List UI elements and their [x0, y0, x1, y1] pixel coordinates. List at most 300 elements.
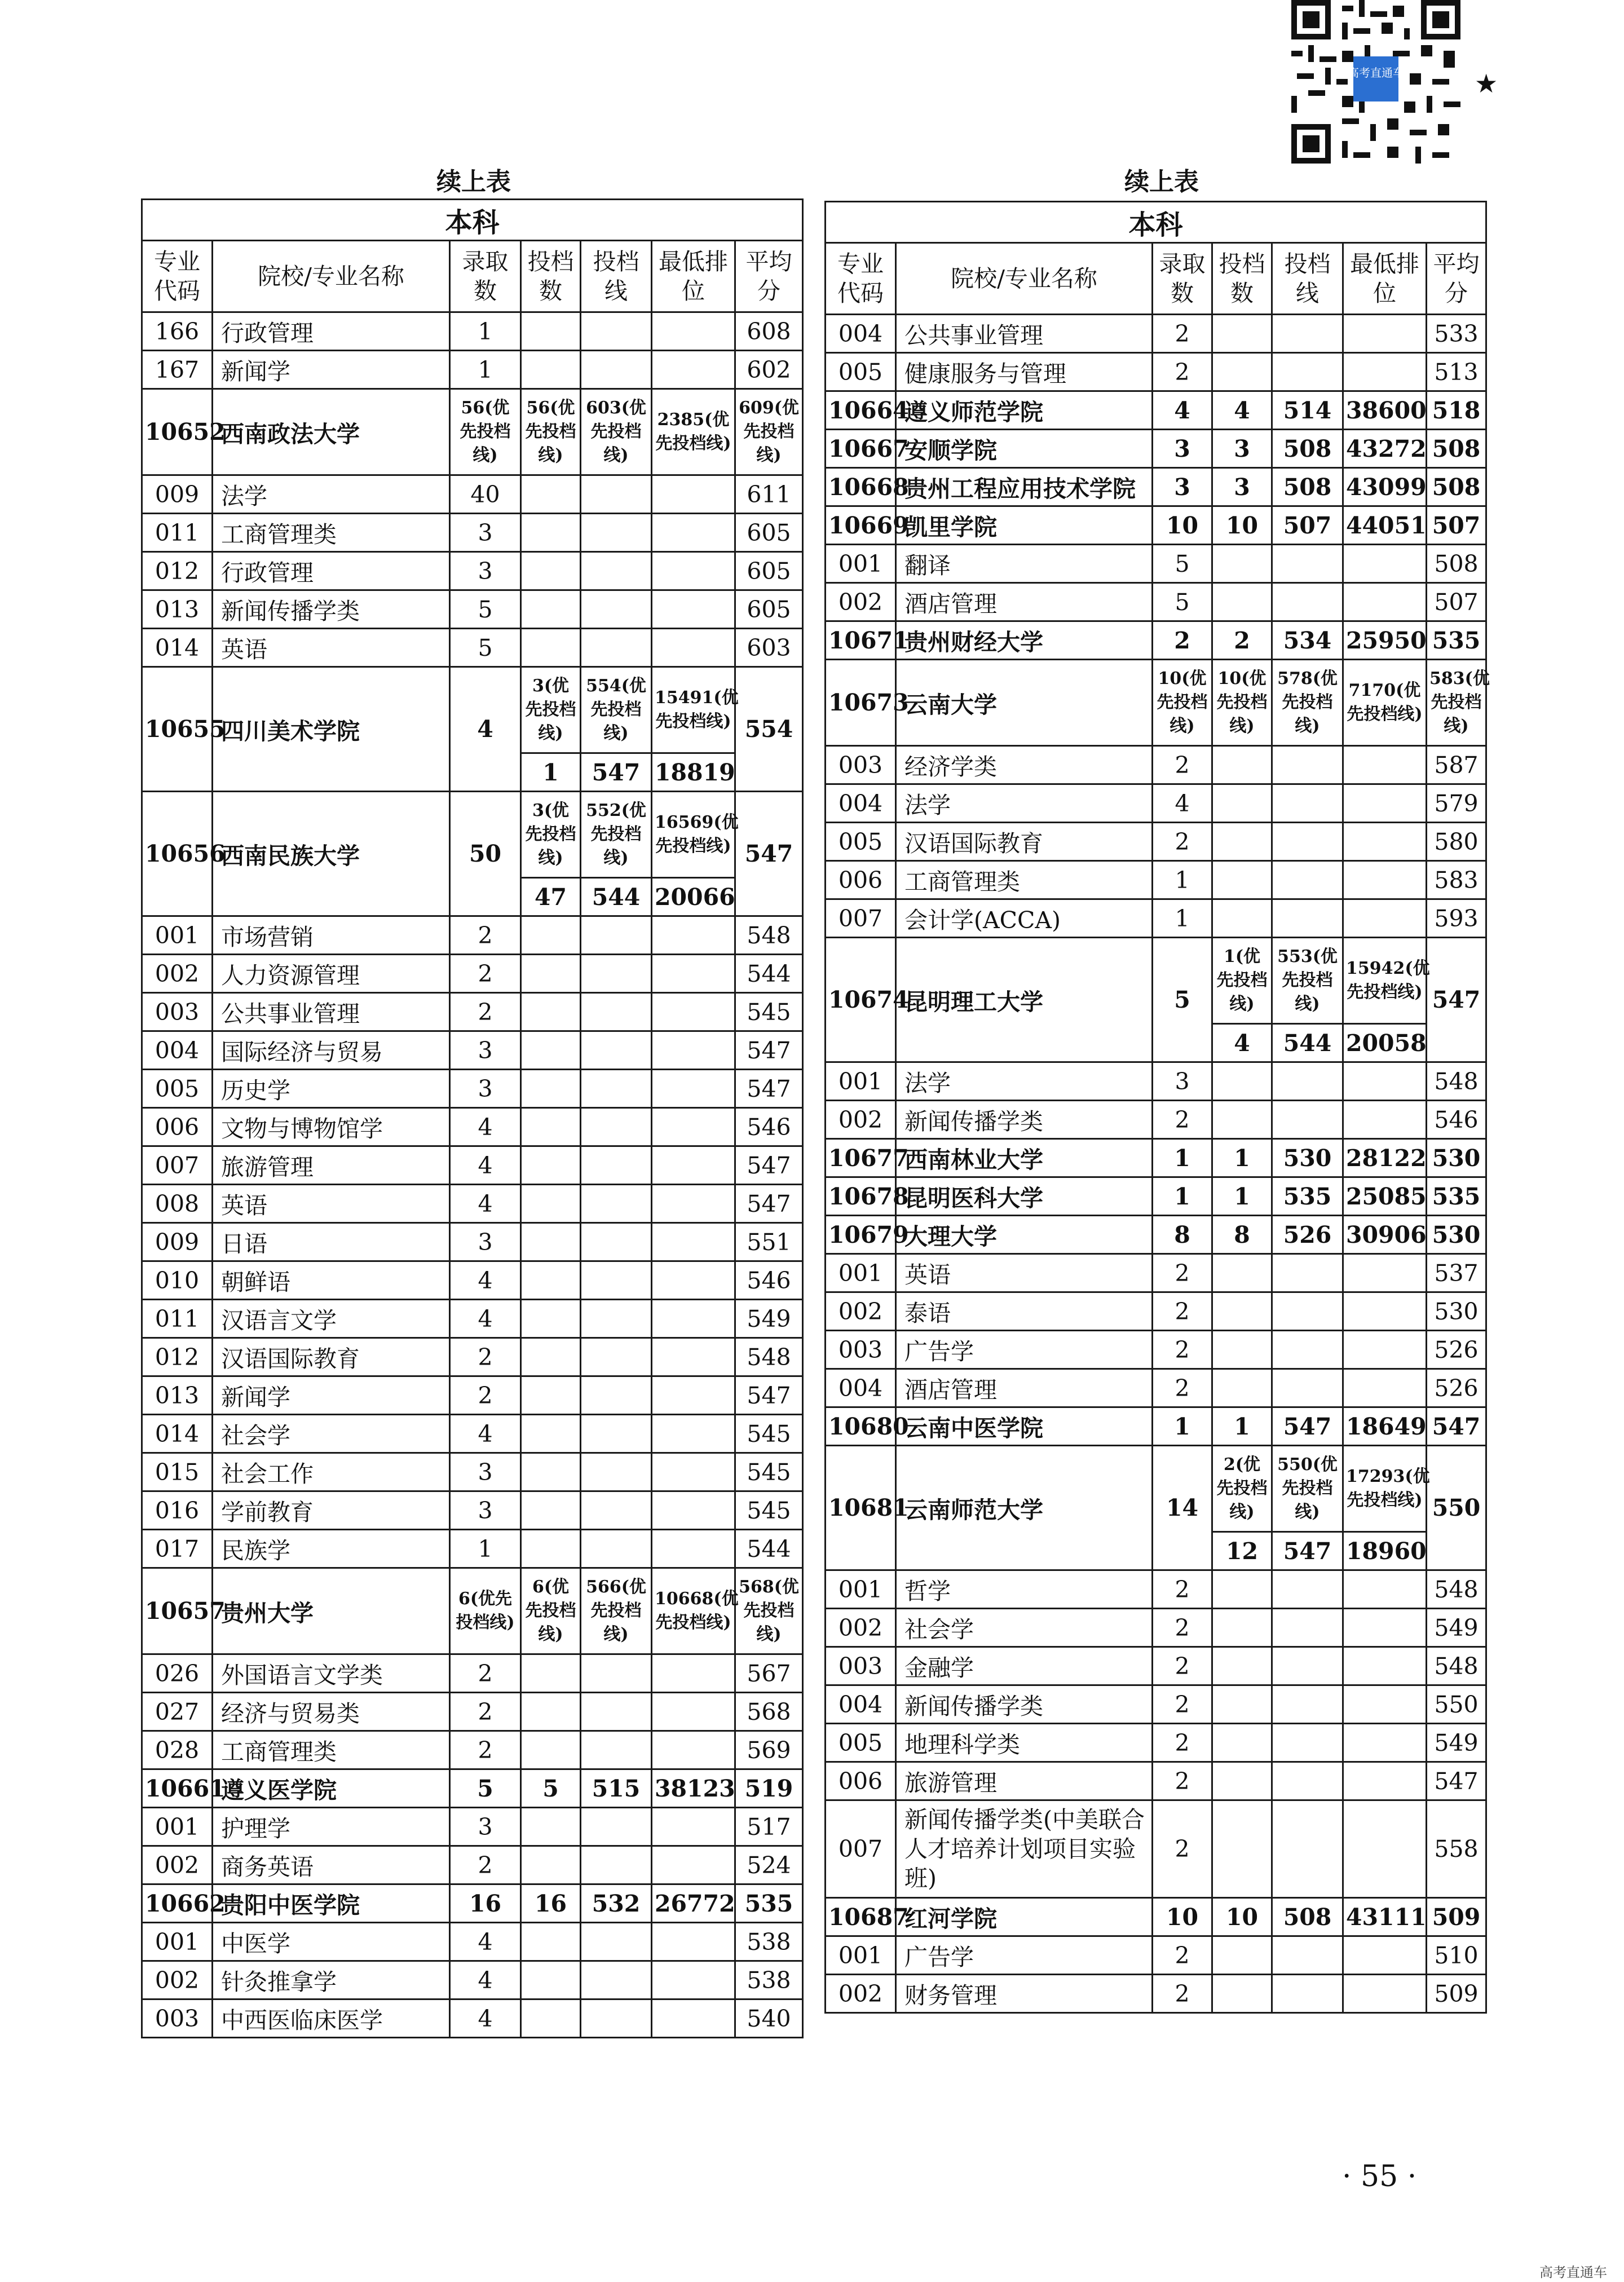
- priority-min-rank: 16569(优先投档线): [652, 792, 735, 878]
- admit-count: 10(优先投档线): [1153, 660, 1212, 746]
- average-score: 547: [1427, 1407, 1486, 1446]
- major-name: 广告学: [896, 1936, 1153, 1975]
- admit-count: 2: [450, 1693, 521, 1731]
- cast-count: [1212, 1570, 1272, 1609]
- average-score: 602: [735, 351, 803, 389]
- cast-count: 1: [521, 753, 581, 792]
- major-code: 005: [826, 1724, 896, 1762]
- priority-min-rank: 15491(优先投档线): [652, 667, 735, 753]
- min-rank: 30906: [1343, 1216, 1427, 1254]
- institution-row: [142, 792, 803, 878]
- admit-count: 56(优先投档线): [450, 389, 521, 475]
- admit-count: 2: [1153, 353, 1212, 391]
- cast-count: [521, 1108, 581, 1146]
- cast-line: 547: [1272, 1407, 1343, 1446]
- min-rank: [652, 1923, 735, 1961]
- min-rank: [652, 629, 735, 667]
- major-row: [142, 1808, 803, 1846]
- min-rank: [1343, 1800, 1427, 1898]
- cast-count: 10: [1212, 1898, 1272, 1936]
- cast-line: 547: [1272, 1532, 1343, 1570]
- min-rank: [1343, 1975, 1427, 2013]
- cast-line: [1272, 1331, 1343, 1369]
- average-score: 547: [735, 792, 803, 916]
- major-row: [826, 545, 1486, 583]
- major-name: 行政管理: [213, 552, 450, 590]
- cast-count: 5: [521, 1769, 581, 1808]
- institution-row: [142, 1769, 803, 1808]
- cast-count: [521, 1223, 581, 1261]
- average-score: 548: [735, 1338, 803, 1376]
- institution-name: 昆明医科大学: [896, 1177, 1153, 1216]
- cast-count: [1212, 746, 1272, 784]
- admit-count: 3: [450, 552, 521, 590]
- institution-row: [142, 1884, 803, 1923]
- min-rank: [652, 993, 735, 1031]
- institution-name: 西南林业大学: [896, 1139, 1153, 1177]
- min-rank: 28122: [1343, 1139, 1427, 1177]
- major-row: [826, 746, 1486, 784]
- column-header: 最低排位: [1343, 243, 1427, 315]
- cast-line: [581, 1846, 652, 1884]
- min-rank: 18649: [1343, 1407, 1427, 1446]
- major-name: 学前教育: [213, 1491, 450, 1530]
- min-rank: [1343, 1101, 1427, 1139]
- major-row: [826, 315, 1486, 353]
- admit-count: 2: [1153, 1331, 1212, 1369]
- admit-count: 4: [450, 1261, 521, 1300]
- admit-count: 2: [1153, 1292, 1212, 1331]
- admit-count: 2: [450, 1846, 521, 1884]
- major-code: 003: [142, 1999, 213, 2038]
- major-code: 015: [142, 1453, 213, 1491]
- institution-name: 大理大学: [896, 1216, 1153, 1254]
- major-row: [142, 1261, 803, 1300]
- cast-count: [1212, 1369, 1272, 1407]
- column-header: 平均分: [735, 241, 803, 312]
- average-score: 548: [1427, 1570, 1486, 1609]
- average-score: 605: [735, 552, 803, 590]
- major-row: [142, 1300, 803, 1338]
- institution-code: 10661: [142, 1769, 213, 1808]
- cast-count: [521, 1261, 581, 1300]
- min-rank: [652, 1453, 735, 1491]
- cast-count: [1212, 353, 1272, 391]
- major-row: [142, 1731, 803, 1769]
- cast-line: 514: [1272, 391, 1343, 430]
- cast-line: [581, 514, 652, 552]
- admit-count: 2: [1153, 746, 1212, 784]
- average-score: 551: [735, 1223, 803, 1261]
- major-name: 旅游管理: [213, 1146, 450, 1185]
- average-score: 519: [735, 1769, 803, 1808]
- major-row: [142, 1415, 803, 1453]
- major-name: 工商管理类: [213, 1731, 450, 1769]
- admit-count: 2: [1153, 823, 1212, 861]
- institution-code: 10674: [826, 938, 896, 1062]
- major-name: 哲学: [896, 1570, 1153, 1609]
- admit-count: 3: [1153, 430, 1212, 468]
- cast-count: [521, 1031, 581, 1070]
- major-code: 003: [826, 1647, 896, 1685]
- cast-count: 47: [521, 878, 581, 916]
- cast-line: [1272, 1369, 1343, 1407]
- major-name: 针灸推拿学: [213, 1961, 450, 1999]
- cast-line: [581, 916, 652, 955]
- major-row: [826, 1762, 1486, 1800]
- average-score: 546: [735, 1261, 803, 1300]
- right-continued-label: 续上表: [1124, 167, 1199, 196]
- average-score: 593: [1427, 899, 1486, 938]
- institution-code: 10678: [826, 1177, 896, 1216]
- major-code: 006: [826, 861, 896, 899]
- average-score: 545: [735, 1415, 803, 1453]
- admit-count: 4: [450, 1146, 521, 1185]
- major-name: 市场营销: [213, 916, 450, 955]
- min-rank: [1343, 861, 1427, 899]
- admit-count: 1: [1153, 1177, 1212, 1216]
- average-score: 547: [735, 1070, 803, 1108]
- major-code: 004: [826, 1369, 896, 1407]
- major-name: 法学: [213, 475, 450, 514]
- major-code: 007: [142, 1146, 213, 1185]
- min-rank: [1343, 823, 1427, 861]
- major-code: 002: [142, 1846, 213, 1884]
- average-score: 550: [1427, 1685, 1486, 1724]
- admit-count: 3: [450, 1223, 521, 1261]
- institution-code: 10656: [142, 792, 213, 916]
- min-rank: [1343, 1762, 1427, 1800]
- major-name: 健康服务与管理: [896, 353, 1153, 391]
- cast-count: 56(优先投档线): [521, 389, 581, 475]
- average-score: 611: [735, 475, 803, 514]
- cast-line: [1272, 1062, 1343, 1101]
- cast-count: [521, 514, 581, 552]
- admit-count: 10: [1153, 1898, 1212, 1936]
- major-row: [826, 1800, 1486, 1898]
- min-rank: 18960: [1343, 1532, 1427, 1570]
- cast-count: 3: [1212, 468, 1272, 506]
- cast-count: [521, 1961, 581, 1999]
- major-row: [826, 1101, 1486, 1139]
- major-row: [142, 916, 803, 955]
- cast-line: 507: [1272, 506, 1343, 545]
- average-score: 545: [735, 1491, 803, 1530]
- admit-count: 14: [1153, 1446, 1212, 1570]
- major-code: 001: [826, 1936, 896, 1975]
- min-rank: [652, 590, 735, 629]
- min-rank: 38600: [1343, 391, 1427, 430]
- cast-count: [1212, 1800, 1272, 1898]
- min-rank: [1343, 315, 1427, 353]
- cast-line: [1272, 1724, 1343, 1762]
- cast-count: [1212, 1647, 1272, 1685]
- major-name: 经济与贸易类: [213, 1693, 450, 1731]
- institution-name: 贵州工程应用技术学院: [896, 468, 1153, 506]
- major-name: 工商管理类: [896, 861, 1153, 899]
- min-rank: [652, 1961, 735, 1999]
- major-code: 004: [826, 784, 896, 823]
- major-code: 001: [142, 1808, 213, 1846]
- institution-code: 10655: [142, 667, 213, 792]
- section-title: 本科: [826, 202, 1486, 243]
- cast-line: 508: [1272, 430, 1343, 468]
- min-rank: [652, 514, 735, 552]
- institution-name: 遵义师范学院: [896, 391, 1153, 430]
- institution-code: 10680: [826, 1407, 896, 1446]
- average-score: 535: [735, 1884, 803, 1923]
- major-code: 004: [142, 1031, 213, 1070]
- average-score: 507: [1427, 506, 1486, 545]
- min-rank: [1343, 1292, 1427, 1331]
- average-score: 580: [1427, 823, 1486, 861]
- cast-line: [581, 1961, 652, 1999]
- average-score: 508: [1427, 545, 1486, 583]
- cast-line: 578(优先投档线): [1272, 660, 1343, 746]
- major-name: 行政管理: [213, 312, 450, 351]
- major-row: [142, 552, 803, 590]
- qr-code-image: [1291, 0, 1460, 164]
- cast-line: [581, 1108, 652, 1146]
- admit-count: 4: [450, 1923, 521, 1961]
- average-score: 605: [735, 514, 803, 552]
- institution-name: 西南政法大学: [213, 389, 450, 475]
- cast-count: [521, 1654, 581, 1693]
- cast-count: [1212, 1254, 1272, 1292]
- major-row: [826, 1685, 1486, 1724]
- min-rank: [1343, 1936, 1427, 1975]
- cast-line: [1272, 545, 1343, 583]
- left-continued-label: 续上表: [436, 167, 511, 196]
- average-score: 568(优先投档线): [735, 1568, 803, 1654]
- cast-line: [581, 1031, 652, 1070]
- admit-count: 16: [450, 1884, 521, 1923]
- admit-count: 3: [450, 1491, 521, 1530]
- major-name: 汉语言文学: [213, 1300, 450, 1338]
- column-header: 院校/专业名称: [896, 243, 1153, 315]
- average-score: 535: [1427, 621, 1486, 660]
- major-row: [826, 1292, 1486, 1331]
- major-row: [142, 1185, 803, 1223]
- admit-count: 2: [1153, 1570, 1212, 1609]
- min-rank: [652, 916, 735, 955]
- admit-count: 2: [1153, 1254, 1212, 1292]
- admit-count: 2: [1153, 1647, 1212, 1685]
- column-header: 最低排位: [652, 241, 735, 312]
- min-rank: [652, 1846, 735, 1884]
- average-score: 549: [1427, 1724, 1486, 1762]
- major-name: 经济学类: [896, 746, 1153, 784]
- major-row: [142, 1961, 803, 1999]
- average-score: 547: [735, 1185, 803, 1223]
- min-rank: [652, 1654, 735, 1693]
- cast-count: [521, 955, 581, 993]
- priority-min-rank: 15942(优先投档线): [1343, 938, 1427, 1024]
- major-row: [826, 353, 1486, 391]
- cast-line: 534: [1272, 621, 1343, 660]
- major-row: [142, 514, 803, 552]
- header-row: [826, 243, 1486, 315]
- cast-line: [581, 312, 652, 351]
- admit-count: 4: [450, 1961, 521, 1999]
- cast-count: [521, 1453, 581, 1491]
- cast-line: [1272, 1292, 1343, 1331]
- star-mark: ★: [1475, 68, 1498, 99]
- cast-count: [1212, 823, 1272, 861]
- admit-count: 4: [450, 1999, 521, 2038]
- major-code: 003: [826, 746, 896, 784]
- cast-count: [521, 993, 581, 1031]
- cast-count: 16: [521, 1884, 581, 1923]
- major-code: 014: [142, 1415, 213, 1453]
- admit-count: 2: [450, 916, 521, 955]
- institution-code: 10667: [826, 430, 896, 468]
- priority-cast-line: 554(优先投档线): [581, 667, 652, 753]
- major-name: 汉语国际教育: [213, 1338, 450, 1376]
- major-row: [142, 1530, 803, 1568]
- cast-count: [1212, 1062, 1272, 1101]
- major-name: 新闻学: [213, 1376, 450, 1415]
- institution-row: [142, 667, 803, 753]
- institution-code: 10687: [826, 1898, 896, 1936]
- major-row: [142, 1846, 803, 1884]
- cast-count: [521, 1376, 581, 1415]
- admit-count: 1: [1153, 1407, 1212, 1446]
- admit-count: 4: [450, 1415, 521, 1453]
- cast-count: [521, 1338, 581, 1376]
- cast-line: [1272, 1101, 1343, 1139]
- major-code: 001: [142, 916, 213, 955]
- average-score: 537: [1427, 1254, 1486, 1292]
- min-rank: [1343, 1331, 1427, 1369]
- cast-count: 10(优先投档线): [1212, 660, 1272, 746]
- page-number: · 55 ·: [1342, 2160, 1417, 2193]
- cast-line: 535: [1272, 1177, 1343, 1216]
- major-row: [826, 1609, 1486, 1647]
- min-rank: 20066: [652, 878, 735, 916]
- cast-count: 1: [1212, 1139, 1272, 1177]
- cast-count: [521, 552, 581, 590]
- major-name: 泰语: [896, 1292, 1153, 1331]
- major-name: 护理学: [213, 1808, 450, 1846]
- major-code: 006: [142, 1108, 213, 1146]
- cast-count: [521, 1185, 581, 1223]
- min-rank: [652, 1376, 735, 1415]
- average-score: 547: [735, 1376, 803, 1415]
- min-rank: [652, 1415, 735, 1453]
- column-header: 专业代码: [826, 243, 896, 315]
- admit-count: 5: [1153, 545, 1212, 583]
- major-code: 009: [142, 1223, 213, 1261]
- min-rank: 44051: [1343, 506, 1427, 545]
- min-rank: 10668(优先投档线): [652, 1568, 735, 1654]
- institution-row: [826, 468, 1486, 506]
- admit-count: 2: [450, 955, 521, 993]
- average-score: 609(优先投档线): [735, 389, 803, 475]
- institution-name: 贵州财经大学: [896, 621, 1153, 660]
- major-code: 013: [142, 1376, 213, 1415]
- average-score: 605: [735, 590, 803, 629]
- major-code: 167: [142, 351, 213, 389]
- cast-count: [1212, 545, 1272, 583]
- section-title-row: [142, 200, 803, 241]
- cast-count: [1212, 1724, 1272, 1762]
- admit-count: 10: [1153, 506, 1212, 545]
- average-score: 550: [1427, 1446, 1486, 1570]
- section-title: 本科: [142, 200, 803, 241]
- min-rank: [1343, 899, 1427, 938]
- major-row: [826, 823, 1486, 861]
- major-name: 商务英语: [213, 1846, 450, 1884]
- cast-count: [521, 1999, 581, 2038]
- min-rank: [652, 1693, 735, 1731]
- average-score: 579: [1427, 784, 1486, 823]
- min-rank: [1343, 1685, 1427, 1724]
- major-name: 财务管理: [896, 1975, 1153, 2013]
- major-name: 社会学: [213, 1415, 450, 1453]
- institution-row: [142, 1568, 803, 1654]
- header-row: [142, 241, 803, 312]
- institution-name: 凯里学院: [896, 506, 1153, 545]
- average-score: 547: [1427, 1762, 1486, 1800]
- average-score: 540: [735, 1999, 803, 2038]
- cast-line: [581, 1693, 652, 1731]
- major-row: [142, 590, 803, 629]
- major-name: 新闻传播学类(中美联合人才培养计划项目实验班): [896, 1800, 1153, 1898]
- cast-count: 6(优先投档线): [521, 1568, 581, 1654]
- cast-count: 3: [1212, 430, 1272, 468]
- average-score: 548: [1427, 1647, 1486, 1685]
- major-name: 广告学: [896, 1331, 1153, 1369]
- min-rank: [652, 1146, 735, 1185]
- major-row: [142, 1453, 803, 1491]
- major-name: 中医学: [213, 1923, 450, 1961]
- min-rank: [652, 1530, 735, 1568]
- cast-line: [581, 1999, 652, 2038]
- admit-count: 8: [1153, 1216, 1212, 1254]
- cast-count: [521, 475, 581, 514]
- average-score: 567: [735, 1654, 803, 1693]
- cast-line: [581, 475, 652, 514]
- institution-name: 云南大学: [896, 660, 1153, 746]
- institution-row: [826, 506, 1486, 545]
- institution-code: 10673: [826, 660, 896, 746]
- major-row: [142, 1108, 803, 1146]
- cast-line: [581, 1654, 652, 1693]
- average-score: 544: [735, 1530, 803, 1568]
- column-header: 录取数: [1153, 243, 1212, 315]
- cast-count: [1212, 315, 1272, 353]
- major-row: [142, 1693, 803, 1731]
- major-code: 166: [142, 312, 213, 351]
- major-name: 中西医临床医学: [213, 1999, 450, 2038]
- major-name: 旅游管理: [896, 1762, 1153, 1800]
- cast-line: 547: [581, 753, 652, 792]
- cast-count: [1212, 1101, 1272, 1139]
- major-row: [142, 1223, 803, 1261]
- institution-code: 10669: [826, 506, 896, 545]
- institution-name: 贵阳中医学院: [213, 1884, 450, 1923]
- major-code: 002: [826, 1975, 896, 2013]
- average-score: 547: [1427, 938, 1486, 1062]
- major-code: 007: [826, 899, 896, 938]
- average-score: 549: [735, 1300, 803, 1338]
- average-score: 548: [735, 916, 803, 955]
- major-row: [826, 1062, 1486, 1101]
- priority-cast-count: 3(优先投档线): [521, 792, 581, 878]
- institution-row: [826, 391, 1486, 430]
- average-score: 538: [735, 1961, 803, 1999]
